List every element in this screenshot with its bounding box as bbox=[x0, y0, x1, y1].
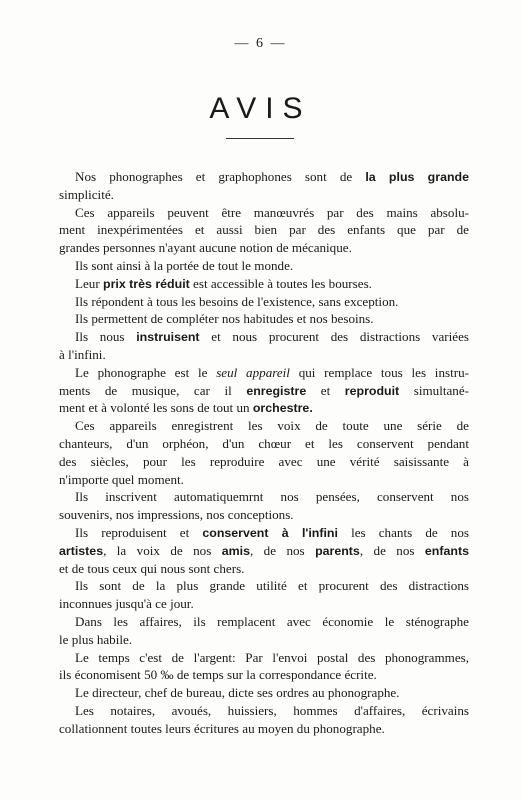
text-line bbox=[59, 186, 469, 204]
text-segment: , de nos bbox=[249, 542, 316, 558]
text-segment: ment inexpérimentées et aussi bien par des enfants que par de bbox=[59, 222, 469, 238]
emphasis-text: enregistre bbox=[246, 383, 307, 398]
text-line bbox=[59, 488, 469, 506]
text-line bbox=[59, 435, 469, 453]
text-line bbox=[59, 346, 469, 364]
emphasis-text: reproduit bbox=[344, 383, 400, 398]
text-line bbox=[59, 471, 469, 489]
title-underline bbox=[226, 138, 294, 139]
text-line bbox=[59, 666, 469, 684]
text-segment: et nous procurent des distractions variées bbox=[199, 329, 469, 345]
text-line bbox=[59, 239, 469, 257]
text-line bbox=[59, 524, 469, 542]
text-segment: qui remplace tous les instru- bbox=[289, 364, 469, 380]
emphasis-text: parents bbox=[315, 543, 360, 558]
text-segment: Ils reproduisent et bbox=[75, 524, 203, 540]
text-segment: Ces appareils enregistrent les voix de toute une série de bbox=[75, 418, 469, 434]
emphasis-text: orchestre. bbox=[252, 401, 313, 416]
text-line bbox=[59, 293, 469, 311]
text-line bbox=[59, 542, 469, 560]
emphasis-text: artistes bbox=[59, 543, 104, 558]
text-segment: Ils répondent à tous les besoins de l'existence, sans exception. bbox=[75, 293, 399, 309]
emphasis-text: la plus grande bbox=[365, 170, 469, 184]
text-segment: à l'infini. bbox=[59, 346, 106, 362]
text-line bbox=[59, 417, 469, 435]
text-line bbox=[59, 684, 469, 702]
emphasis-text: prix très réduit bbox=[103, 276, 190, 291]
text-segment: Ils sont ainsi à la portée de tout le monde. bbox=[75, 257, 294, 273]
text-line bbox=[59, 577, 469, 595]
text-line bbox=[59, 631, 469, 649]
text-segment: Dans les affaires, ils remplacent avec économie le sténographe bbox=[75, 613, 469, 629]
text-line bbox=[59, 275, 469, 293]
text-segment: Ils sont de la plus grande utilité et procurent des distractions bbox=[75, 578, 469, 594]
emphasis-text: instruisent bbox=[136, 330, 200, 345]
text-line bbox=[59, 364, 469, 382]
text-line bbox=[59, 310, 469, 328]
text-segment: Nos phonographes et graphophones sont de bbox=[75, 169, 366, 184]
text-line bbox=[59, 560, 469, 578]
text-segment: ils économisent 50 ‰ de temps sur la correspondance écrite. bbox=[59, 667, 377, 683]
text-line bbox=[59, 613, 469, 631]
text-line bbox=[59, 595, 469, 613]
text-segment: souvenirs, nos impressions, nos conceptions. bbox=[59, 507, 294, 523]
text-segment: Ils nous bbox=[75, 329, 137, 345]
text-line bbox=[59, 221, 469, 239]
text-line bbox=[59, 506, 469, 524]
page-title: AVIS bbox=[209, 92, 312, 125]
text-line bbox=[59, 702, 469, 720]
emphasis-text: enfants bbox=[424, 543, 469, 558]
text-segment: Les notaires, avoués, huissiers, hommes d'affaires, écrivains bbox=[75, 702, 469, 718]
text-line bbox=[59, 453, 469, 471]
text-segment: seul appareil bbox=[216, 364, 290, 380]
emphasis-text: amis bbox=[221, 543, 250, 558]
text-segment: les chants de nos bbox=[337, 524, 469, 540]
text-line bbox=[59, 720, 469, 738]
text-segment: n'importe quel moment. bbox=[59, 471, 184, 487]
page-number: — 6 — bbox=[234, 36, 287, 51]
emphasis-text: conservent à l'infini bbox=[202, 525, 338, 540]
text-segment: et de tous ceux qui nous sont chers. bbox=[59, 560, 245, 576]
text-segment: Le temps c'est de l'argent: Par l'envoi postal des phonogrammes, bbox=[75, 649, 469, 665]
text-segment: le plus habile. bbox=[59, 631, 133, 647]
body-text bbox=[59, 168, 469, 738]
text-segment: Le phonographe est le bbox=[75, 364, 217, 380]
text-segment: inconnues jusqu'à ce jour. bbox=[59, 596, 194, 612]
text-segment: simultané- bbox=[399, 382, 470, 398]
text-segment: , la voix de nos bbox=[103, 542, 222, 558]
text-segment: grandes personnes n'ayant aucune notion de mécanique. bbox=[59, 240, 352, 256]
text-segment: collationnent toutes leurs écritures au moyen du phonographe. bbox=[59, 720, 385, 736]
text-segment: simplicité. bbox=[59, 186, 114, 202]
text-segment: ments de musique, car il bbox=[59, 382, 247, 398]
text-segment: Le directeur, chef de bureau, dicte ses ordres au phonographe. bbox=[75, 685, 400, 701]
text-line bbox=[59, 257, 469, 275]
text-segment: Ils permettent de compléter nos habitudes et nos besoins. bbox=[75, 311, 374, 327]
text-line bbox=[59, 204, 469, 222]
text-segment: , de nos bbox=[359, 542, 425, 558]
text-line bbox=[59, 168, 469, 186]
text-segment: Ils inscrivent automatiquemrnt nos pensées, conservent nos bbox=[75, 489, 469, 505]
text-segment: ment et à volonté les sons de tout un bbox=[59, 400, 253, 416]
text-segment: chanteurs, d'un orphéon, d'un chœur et les conservent pendant bbox=[59, 435, 469, 451]
text-segment: est accessible à toutes les bourses. bbox=[189, 275, 372, 291]
text-segment: Ces appareils peuvent être manœuvrés par des mains absolu- bbox=[75, 204, 469, 220]
text-line bbox=[59, 649, 469, 667]
text-segment: des siècles, pour les reproduire avec une vérité saisissante à bbox=[59, 453, 469, 469]
text-segment: et bbox=[306, 382, 345, 398]
text-line bbox=[59, 399, 469, 417]
text-segment: Leur bbox=[75, 275, 103, 291]
text-line bbox=[59, 382, 469, 400]
text-line bbox=[59, 328, 469, 346]
